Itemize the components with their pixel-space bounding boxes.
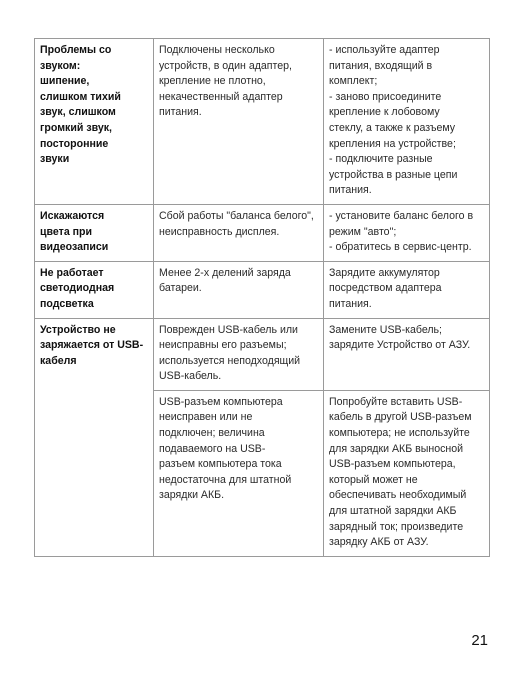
- solution-cell: - используйте адаптер питания, входящий в комплект; - заново присоедините крепление к лобовому стеклу, а также к разъему крепления на устройстве; - подключите разные устройства в разные цепи питания.: [324, 39, 490, 205]
- problem-cell: Искажаются цвета при видеозаписи: [35, 204, 154, 261]
- problem-cell: Не работает светодиодная подсветка: [35, 261, 154, 318]
- solution-cell: Попробуйте вставить USB- кабель в другой USB-разъем компьютера; не используйте для зарядки АКБ выносной USB-разъем компьютера, который может не обеспечивать необходимый для штатной зарядки АКБ зарядный ток; произведите зарядку АКБ от АЗУ.: [324, 390, 490, 556]
- problem-cell: Устройство не заряжается от USB- кабеля: [35, 318, 154, 556]
- solution-cell: - установите баланс белого в режим "авто"; - обратитесь в сервис-центр.: [324, 204, 490, 261]
- solution-cell: Замените USB-кабель; зарядите Устройство от АЗУ.: [324, 318, 490, 390]
- cause-cell: Подключены несколько устройств, в один адаптер, крепление не плотно, некачественный адаптер питания.: [154, 39, 324, 205]
- cause-cell: Менее 2-х делений заряда батареи.: [154, 261, 324, 318]
- table-row: [35, 204, 490, 261]
- cause-cell: Поврежден USB-кабель или неисправны его разъемы; используется неподходящий USB-кабель.: [154, 318, 324, 390]
- cause-cell: USB-разъем компьютера неисправен или не подключен; величина подаваемого на USB- разъем компьютера тока недостаточна для штатной зарядки АКБ.: [154, 390, 324, 556]
- troubleshooting-table: [34, 38, 490, 557]
- solution-cell: Зарядите аккумулятор посредством адаптера питания.: [324, 261, 490, 318]
- table-row: [35, 39, 490, 205]
- table-row: [35, 318, 490, 390]
- page-number: 21: [471, 632, 488, 649]
- problem-cell: Проблемы со звуком: шипение, слишком тихий звук, слишком громкий звук, посторонние звуки: [35, 39, 154, 205]
- table-row: [35, 261, 490, 318]
- cause-cell: Сбой работы "баланса белого", неисправность дисплея.: [154, 204, 324, 261]
